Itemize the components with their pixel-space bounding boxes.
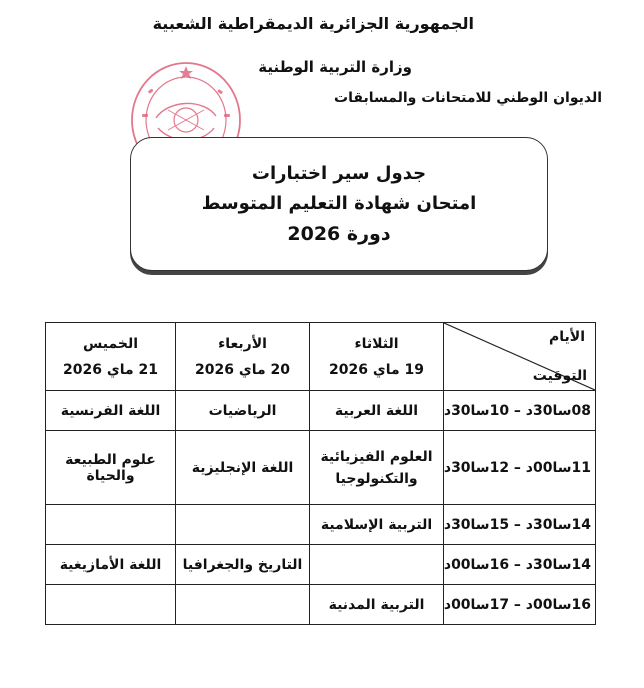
time-cell: 16سا00د – 17سا00د <box>444 585 596 625</box>
subject-cell: علوم الطبيعة والحياة <box>46 431 176 505</box>
table-row <box>46 505 596 545</box>
day-name: الخميس <box>82 335 139 352</box>
title-line-2: امتحان شهادة التعليم المتوسط <box>201 193 477 214</box>
table-row <box>46 391 596 431</box>
subject-cell: اللغة الأمازيغية <box>46 545 176 585</box>
subject-cell: التربية الإسلامية <box>310 505 444 545</box>
day-date: 19 ماي 2026 <box>329 361 424 378</box>
subject-cell <box>46 585 176 625</box>
title-box <box>130 137 548 271</box>
ministry-heading: وزارة التربية الوطنية <box>258 58 412 76</box>
subject-cell <box>176 585 310 625</box>
day-date: 20 ماي 2026 <box>195 361 290 378</box>
office-heading: الديوان الوطني للامتحانات والمسابقات <box>334 90 602 106</box>
day-name: الثلاثاء <box>354 335 399 352</box>
subject-cell: العلوم الفيزيائية والتكنولوجيا <box>310 431 444 505</box>
exam-schedule-table <box>45 322 596 625</box>
title-line-1: جدول سير اختبارات <box>251 163 427 184</box>
time-cell: 11سا00د – 12سا30د <box>444 431 596 505</box>
day-date: 21 ماي 2026 <box>63 361 158 378</box>
day-header-tuesday <box>310 323 444 391</box>
day-header-wednesday <box>176 323 310 391</box>
republic-heading: الجمهورية الجزائرية الديمقراطية الشعبية <box>152 14 474 33</box>
day-header-thursday <box>46 323 176 391</box>
subject-cell: اللغة العربية <box>310 391 444 431</box>
subject-cell: الرياضيات <box>176 391 310 431</box>
time-cell: 14سا30د – 15سا30د <box>444 505 596 545</box>
title-line-3: دورة 2026 <box>287 223 391 245</box>
subject-cell <box>310 545 444 585</box>
table-row <box>46 585 596 625</box>
subject-cell <box>176 505 310 545</box>
corner-days-label: الأيام <box>549 329 585 345</box>
corner-time-label: التوقيت <box>532 368 587 384</box>
day-name: الأربعاء <box>218 335 267 352</box>
subject-cell: اللغة الفرنسية <box>46 391 176 431</box>
corner-cell <box>444 323 596 391</box>
subject-cell: التربية المدنية <box>310 585 444 625</box>
time-cell: 08سا30د – 10سا30د <box>444 391 596 431</box>
subject-cell <box>46 505 176 545</box>
subject-cell: اللغة الإنجليزية <box>176 431 310 505</box>
table-row <box>46 545 596 585</box>
subject-cell: التاريخ والجغرافيا <box>176 545 310 585</box>
time-cell: 14سا30د – 16سا00د <box>444 545 596 585</box>
table-row <box>46 431 596 505</box>
table-header-row <box>46 323 596 391</box>
